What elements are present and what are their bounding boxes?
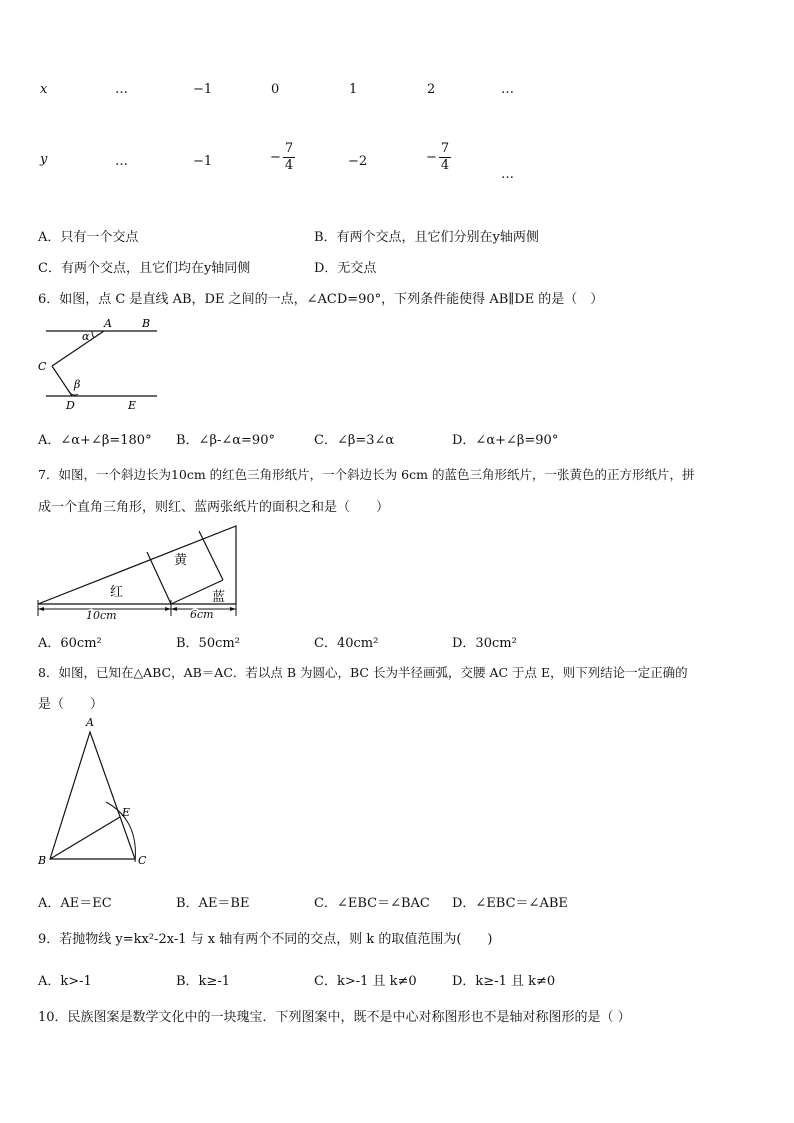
q6-option-a: A．∠α+∠β=180°: [38, 433, 152, 448]
table-y-cell: …: [501, 167, 514, 182]
q7-stem-line1: 7．如图，一个斜边长为10cm 的红色三角形纸片，一个斜边长为 6cm 的蓝色三角形纸片，一张黄色的正方形纸片，拼: [38, 467, 695, 482]
table-x-label: x: [40, 82, 48, 97]
label-blue: 蓝: [212, 590, 226, 605]
fraction-numerator: 7: [284, 141, 294, 156]
q6-option-b: B．∠β-∠α=90°: [176, 433, 275, 448]
table-x-cell: 2: [427, 82, 436, 97]
label-A: A: [104, 317, 112, 330]
label-D: D: [66, 399, 75, 412]
label-A: A: [86, 716, 94, 729]
q9-option-c: C．k>-1 且 k≠0: [314, 974, 417, 989]
q9-option-d: D．k≥-1 且 k≠0: [452, 974, 556, 989]
table-x-cell: −1: [193, 82, 213, 97]
q6-figure: [34, 312, 164, 414]
fraction-sign: −: [426, 150, 437, 165]
q8-option-a: A．AE＝EC: [38, 896, 112, 911]
q8-stem-line2: 是（ ）: [38, 697, 104, 712]
label-B: B: [38, 854, 47, 867]
label-6cm: 6cm: [190, 608, 214, 621]
q5-option-c: C．有两个交点，且它们均在y轴同侧: [38, 261, 251, 276]
label-E: E: [122, 806, 131, 819]
table-y-cell: −2: [348, 154, 368, 169]
label-10cm: 10cm: [86, 609, 117, 622]
q8-figure: [34, 712, 164, 872]
fraction-sign: −: [270, 150, 281, 165]
q8-option-c: C．∠EBC＝∠BAC: [314, 896, 430, 911]
q5-option-d: D．无交点: [314, 261, 377, 276]
label-red: 红: [110, 585, 124, 600]
q6-stem: 6．如图，点 C 是直线 AB，DE 之间的一点，∠ACD=90°，下列条件能使得 AB∥DE 的是（ ）: [38, 292, 604, 307]
label-C: C: [38, 360, 47, 373]
q7-option-d: D．30cm²: [452, 636, 517, 651]
q7-stem-line2: 成一个直角三角形，则红、蓝两张纸片的面积之和是（ ）: [38, 500, 390, 515]
table-x-cell: 1: [349, 82, 358, 97]
fraction-denominator: 4: [440, 158, 450, 173]
table-y-fraction: [426, 141, 451, 174]
q9-option-a: A．k>-1: [38, 974, 92, 989]
q6-option-c: C．∠β=3∠α: [314, 433, 395, 448]
q7-figure: [34, 522, 244, 622]
label-yellow: 黄: [174, 553, 188, 568]
table-y-cell: …: [115, 154, 128, 169]
table-x-cell: …: [115, 82, 128, 97]
q7-option-a: A．60cm²: [38, 636, 102, 651]
q5-option-a: A．只有一个交点: [38, 230, 139, 245]
q9-stem: 9．若抛物线 y=kx²-2x-1 与 x 轴有两个不同的交点，则 k 的取值范围为( ): [38, 932, 493, 947]
label-B: B: [142, 317, 151, 330]
q5-option-b: B．有两个交点，且它们分别在y轴两侧: [314, 230, 539, 245]
table-x-cell: …: [501, 82, 514, 97]
label-C: C: [138, 854, 147, 867]
q9-option-b: B．k≥-1: [176, 974, 230, 989]
q6-option-d: D．∠α+∠β=90°: [452, 433, 559, 448]
fraction-numerator: 7: [440, 141, 450, 156]
table-y-label: y: [40, 152, 48, 167]
table-y-fraction: [270, 141, 295, 174]
q7-option-b: B．50cm²: [176, 636, 240, 651]
q8-option-b: B．AE＝BE: [176, 896, 250, 911]
table-x-cell: 0: [271, 82, 280, 97]
q8-stem-line1: 8．如图，已知在△ABC，AB＝AC．若以点 B 为圆心，BC 长为半径画弧，交腰 AC 于点 E，则下列结论一定正确的: [38, 665, 688, 680]
fraction-denominator: 4: [284, 158, 294, 173]
label-beta: β: [74, 378, 81, 391]
label-alpha: α: [82, 330, 90, 343]
table-y-cell: −1: [193, 154, 213, 169]
label-E: E: [128, 399, 137, 412]
q8-option-d: D．∠EBC＝∠ABE: [452, 896, 568, 911]
q10-stem: 10．民族图案是数学文化中的一块瑰宝．下列图案中，既不是中心对称图形也不是轴对称图形的是（ ）: [38, 1010, 631, 1025]
q7-option-c: C．40cm²: [314, 636, 379, 651]
